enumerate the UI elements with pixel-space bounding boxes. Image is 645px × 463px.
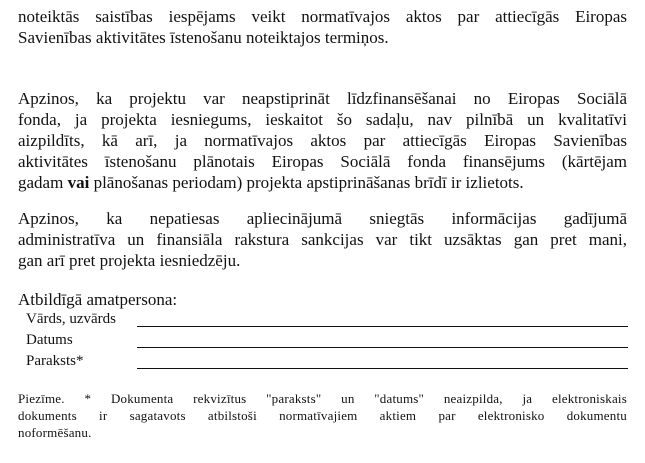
text-line: Savienības aktivitātes īstenošanu noteiktajos termiņos. xyxy=(18,28,389,47)
fill-in-line[interactable] xyxy=(137,347,628,348)
paragraph-cofinancing xyxy=(18,88,627,193)
text-line: fonda, ja projekta iesniegums, ieskaitot šo sadaļu, nav pilnībā un kvalitatīvi xyxy=(18,110,627,129)
field-label: Paraksts* xyxy=(26,353,84,369)
text-fragment: gadam xyxy=(18,173,68,192)
field-label: Datums xyxy=(26,332,73,348)
fill-in-line[interactable] xyxy=(137,326,628,327)
field-label: Vārds, uzvārds xyxy=(26,311,116,327)
text-line: noteiktās saistības iespējams veikt normatīvajos aktos par attiecīgās Eiropas xyxy=(18,7,627,26)
bold-word: vai xyxy=(67,173,90,192)
note-line: noformēšanu. xyxy=(18,425,92,440)
fill-in-line[interactable] xyxy=(137,368,628,369)
text-line xyxy=(18,172,627,193)
footnote xyxy=(18,390,627,441)
text-line: Apzinos, ka projektu var neapstiprināt līdzfinansēšanai no Eiropas Sociālā xyxy=(18,89,627,108)
paragraph-sanctions xyxy=(18,208,627,271)
text-line: aktivitātes īstenošanu plānotais Eiropas Sociālā fonda finansējums (kārtējam xyxy=(18,152,627,171)
signature-field-name xyxy=(26,309,628,329)
text-line: administratīva un finansiāla rakstura sankcijas var tikt uzsāktas gan pret mani, xyxy=(18,230,627,249)
note-line: dokuments ir sagatavots atbilstoši normatīvajiem aktiem par elektronisko dokumentu xyxy=(18,408,627,423)
signature-title: Atbildīgā amatpersona: xyxy=(18,290,178,309)
paragraph-deadline xyxy=(18,6,627,48)
text-line: Apzinos, ka nepatiesas apliecinājumā sniegtās informācijas gadījumā xyxy=(18,209,627,228)
signature-field-date xyxy=(26,330,628,350)
text-line: gan arī pret projekta iesniedzēju. xyxy=(18,251,241,270)
note-line: Piezīme. * Dokumenta rekvizītus "paraksts" un "datums" neaizpilda, ja elektroniskais xyxy=(18,391,627,406)
signature-field-signature xyxy=(26,351,628,371)
text-line: aizpildīts, kā arī, ja normatīvajos aktos par attiecīgās Eiropas Savienības xyxy=(18,131,627,150)
text-fragment: plānošanas periodam) projekta apstiprināšanas brīdī ir izlietots. xyxy=(89,173,524,192)
